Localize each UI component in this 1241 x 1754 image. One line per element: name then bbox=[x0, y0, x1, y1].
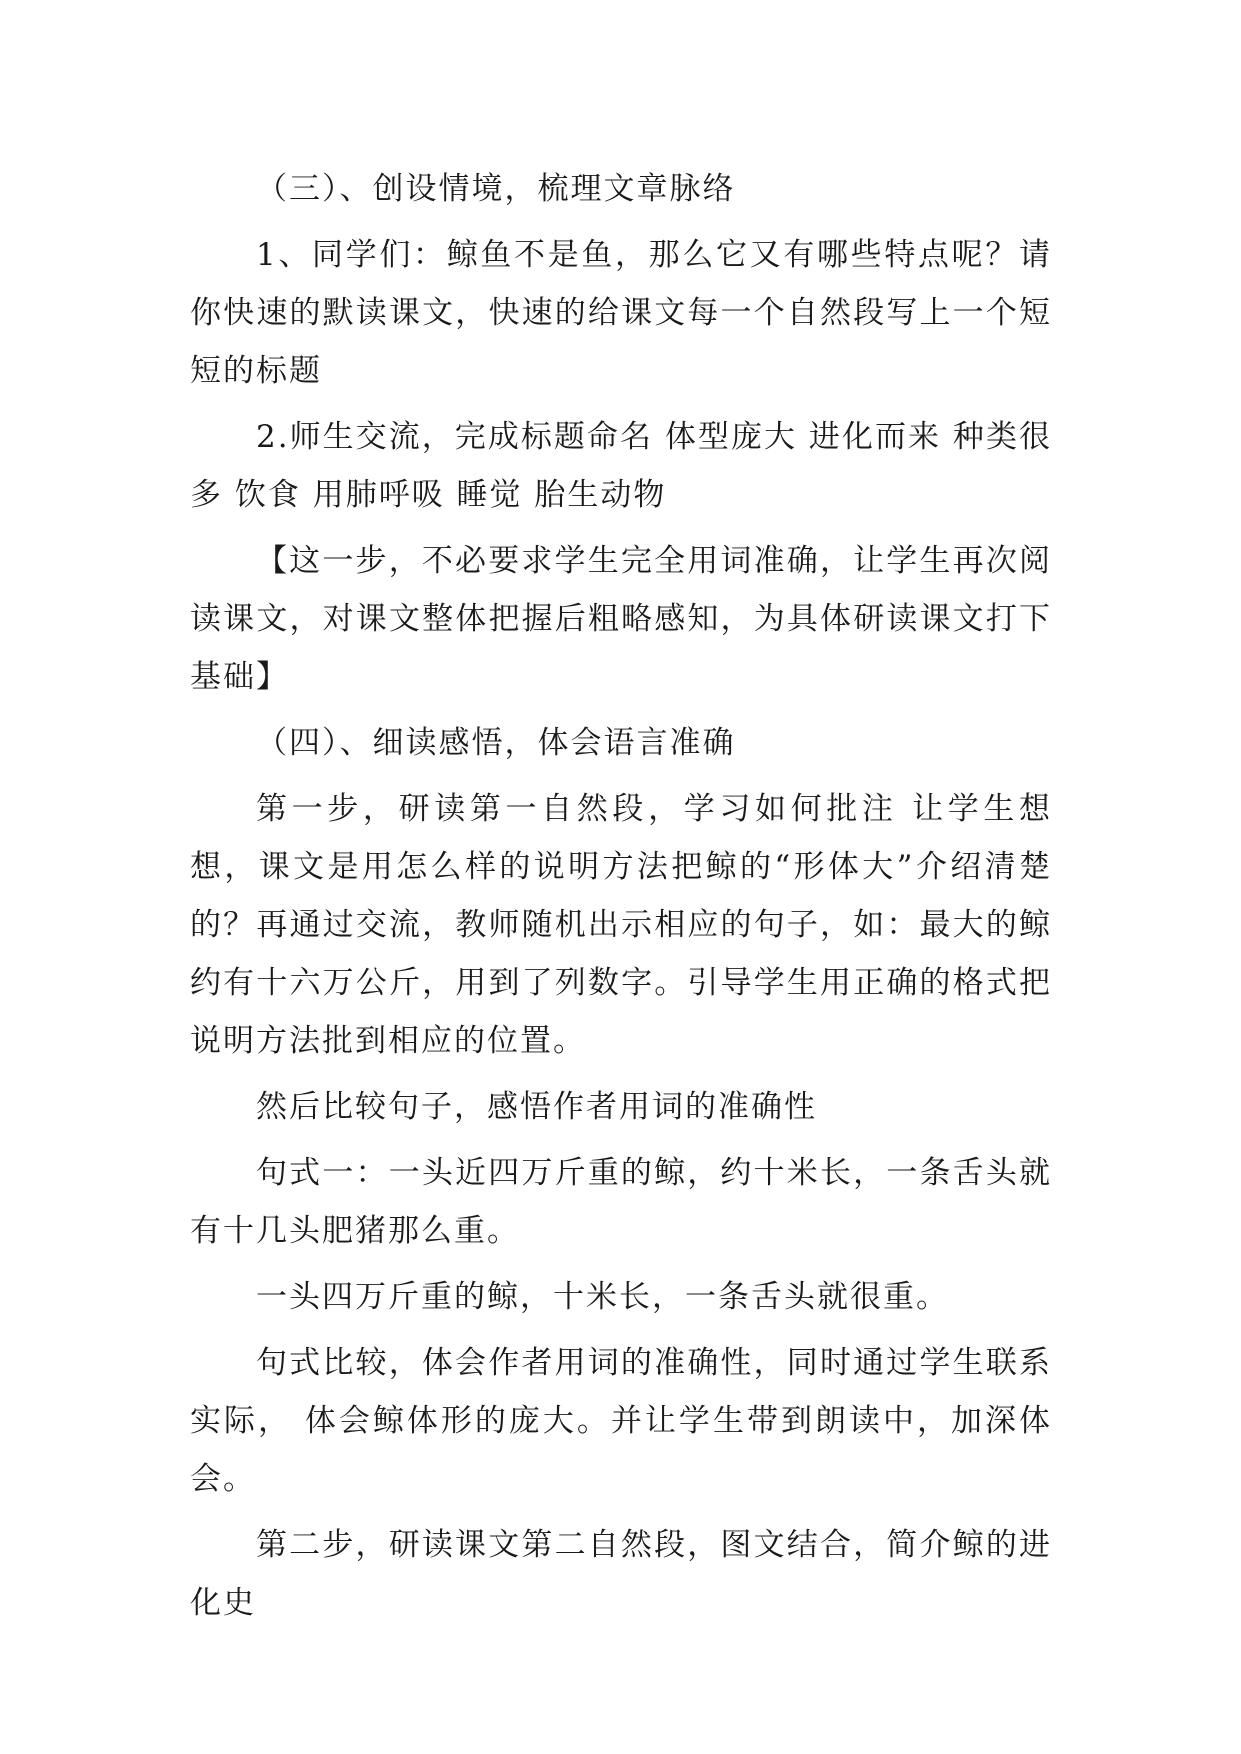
paragraph: 第二步，研读课文第二自然段，图文结合，简介鲸的进化史 bbox=[190, 1527, 1052, 1621]
paragraph: 2.师生交流，完成标题命名 体型庞大 进化而来 种类很多 饮食 用肺呼吸 睡觉 胎生动物 bbox=[190, 419, 1052, 513]
section-heading-3: （三）、创设情境，梳理文章脉络 bbox=[256, 171, 736, 207]
paragraph: 第一步，研读第一自然段，学习如何批注 让学生想想，课文是用怎么样的说明方法把鲸的“形体大”介绍清楚的？再通过交流，教师随机出示相应的句子，如：最大的鲸约有十六万公斤，用到了列数字。引导学生用正确的格式把说明方法批到相应的位置。 bbox=[190, 791, 1052, 1059]
paragraph: 然后比较句子，感悟作者用词的准确性 bbox=[256, 1089, 817, 1125]
paragraph: 1、同学们：鲸鱼不是鱼，那么它又有哪些特点呢？请你快速的默读课文，快速的给课文每一个自然段写上一个短短的标题 bbox=[190, 237, 1052, 389]
example-sentence: 句式一：一头近四万斤重的鲸，约十米长，一条舌头就有十几头肥猪那么重。 bbox=[190, 1155, 1052, 1249]
document-body bbox=[190, 160, 1052, 1640]
example-sentence: 一头四万斤重的鲸，十米长，一条舌头就很重。 bbox=[256, 1279, 949, 1315]
section-heading-4: （四）、细读感悟，体会语言准确 bbox=[256, 725, 736, 761]
teaching-note: 【这一步，不必要求学生完全用词准确，让学生再次阅读课文，对课文整体把握后粗略感知，为具体研读课文打下基础】 bbox=[190, 543, 1052, 695]
paragraph: 句式比较，体会作者用词的准确性，同时通过学生联系实际， 体会鲸体形的庞大。并让学生带到朗读中，加深体会。 bbox=[190, 1345, 1052, 1497]
